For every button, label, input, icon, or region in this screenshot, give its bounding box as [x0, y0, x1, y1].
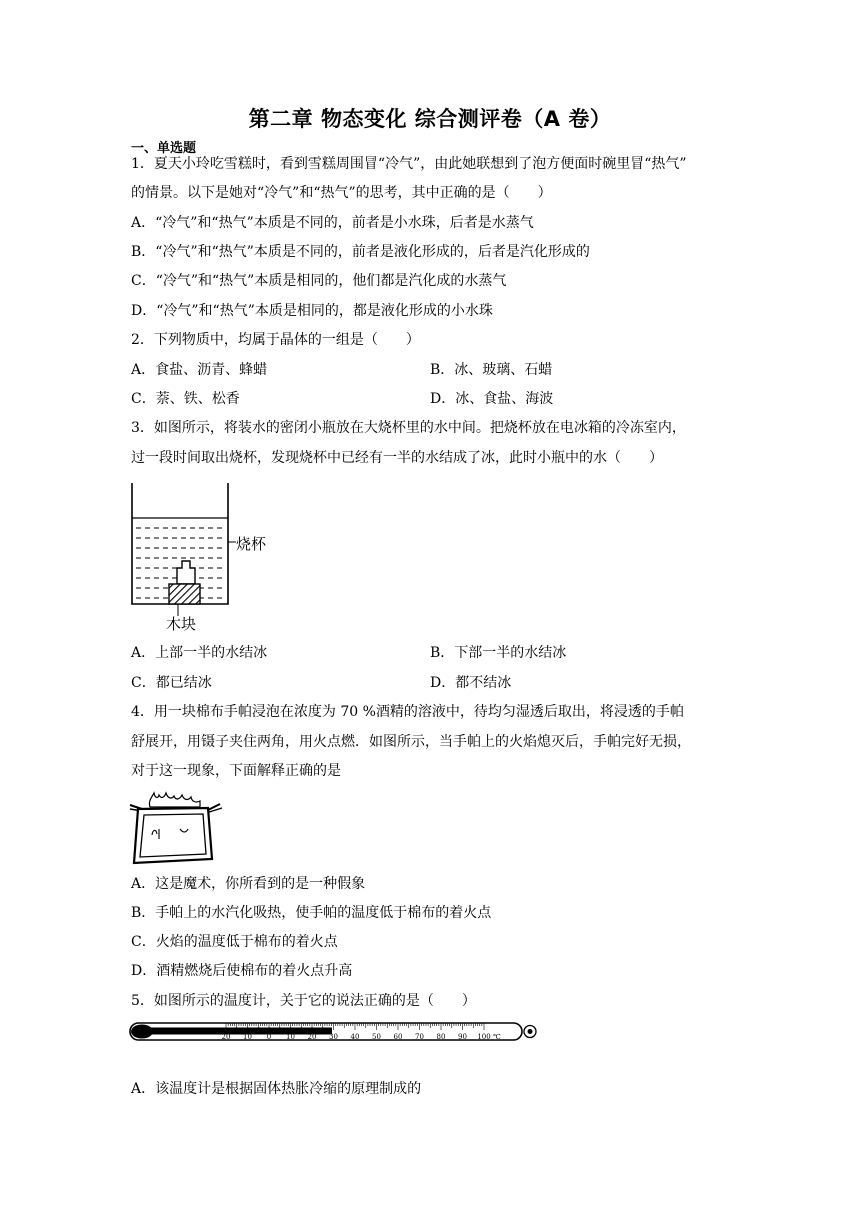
- q4-option-a: A．这是魔术，你所看到的是一种假象: [131, 876, 366, 892]
- q2-stem: 2．下列物质中，均属于晶体的一组是（ ）: [131, 332, 420, 348]
- q1-option-c: C．“冷气”和“热气”本质是相同的，他们都是汽化成的水蒸气: [131, 273, 507, 289]
- q2-option-b: B．冰、玻璃、石蜡: [430, 362, 553, 378]
- q3-stem-line1: 3．如图所示，将装水的密闭小瓶放在大烧杯里的水中间。把烧杯放在电冰箱的冷冻室内，: [131, 420, 686, 436]
- thermometer-scale-label: 10: [286, 1033, 295, 1041]
- q4-stem-line3: 对于这一现象，下面解释正确的是: [131, 763, 341, 779]
- thermometer-scale-label: 20: [221, 1033, 231, 1041]
- thermometer-scale-label: 30: [329, 1033, 338, 1041]
- beaker-figure: [128, 480, 273, 632]
- q4-option-d: D．酒精燃烧后使棉布的着火点升高: [131, 963, 353, 979]
- section-heading: 一、单选题: [131, 141, 197, 156]
- thermometer-scale-label: 0: [266, 1033, 272, 1041]
- q1-option-d: D．“冷气”和“热气”本质是相同的，都是液化形成的小水珠: [131, 303, 493, 319]
- q5-stem: 5．如图所示的温度计，关于它的说法正确的是（ ）: [131, 993, 476, 1009]
- thermometer-scale-label: 100: [477, 1033, 491, 1041]
- thermometer-scale-label: 60: [393, 1033, 403, 1041]
- q3-stem-line2: 过一段时间取出烧杯，发现烧杯中已经有一半的水结成了冰，此时小瓶中的水（ ）: [131, 450, 663, 466]
- q4-option-b: B．手帕上的水汽化吸热，使手帕的温度低于棉布的着火点: [131, 905, 492, 921]
- block-label: 木块: [166, 615, 197, 633]
- thermometer-scale-label: 90: [458, 1033, 467, 1041]
- q2-option-d: D．冰、食盐、海波: [430, 391, 554, 407]
- page-title: 第二章 物态变化 综合测评卷（A 卷）: [248, 107, 612, 131]
- q1-stem-line2: 的情景。以下是她对“冷气”和“热气”的思考，其中正确的是（ ）: [131, 185, 552, 201]
- q1-option-a: A．“冷气”和“热气”本质是不同的，前者是小水珠，后者是水蒸气: [131, 215, 534, 231]
- thermometer-scale-label: 70: [415, 1033, 424, 1041]
- q2-option-a: A．食盐、沥青、蜂蜡: [131, 362, 268, 378]
- thermometer-figure: [128, 1018, 544, 1046]
- q4-stem-line1: 4．用一块棉布手帕浸泡在浓度为 70 %酒精的溶液中，待均匀湿透后取出，将浸透的手帕: [131, 704, 684, 720]
- handkerchief-figure: [128, 787, 228, 867]
- beaker-label: 烧杯: [236, 535, 267, 553]
- q3-option-a: A．上部一半的水结冰: [131, 645, 268, 661]
- thermometer-scale-label: 50: [372, 1033, 381, 1041]
- q4-option-c: C．火焰的温度低于棉布的着火点: [131, 934, 338, 950]
- q2-option-c: C．萘、铁、松香: [131, 391, 240, 407]
- q3-option-d: D．都不结冰: [430, 675, 512, 691]
- q3-option-c: C．都已结冰: [131, 675, 212, 691]
- q1-stem-line1: 1．夏天小玲吃雪糕时，看到雪糕周围冒“冷气”，由此她联想到了泡方便面时碗里冒“热气”: [131, 156, 687, 172]
- thermometer-scale-label: 40: [350, 1033, 360, 1041]
- thermometer-scale-label: 10: [243, 1033, 252, 1041]
- q1-option-b: B．“冷气”和“热气”本质是不同的，前者是液化形成的，后者是汽化形成的: [131, 244, 590, 260]
- thermometer-unit-label: ℃: [493, 1033, 501, 1041]
- thermometer-scale-label: 20: [307, 1033, 317, 1041]
- q4-stem-line2: 舒展开，用镊子夹住两角，用火点燃．如图所示，当手帕上的火焰熄灭后，手帕完好无损，: [131, 734, 691, 750]
- q3-option-b: B．下部一半的水结冰: [430, 645, 567, 661]
- thermometer-scale-label: 80: [436, 1033, 446, 1041]
- q5-option-a: A．该温度计是根据固体热胀冷缩的原理制成的: [131, 1081, 422, 1097]
